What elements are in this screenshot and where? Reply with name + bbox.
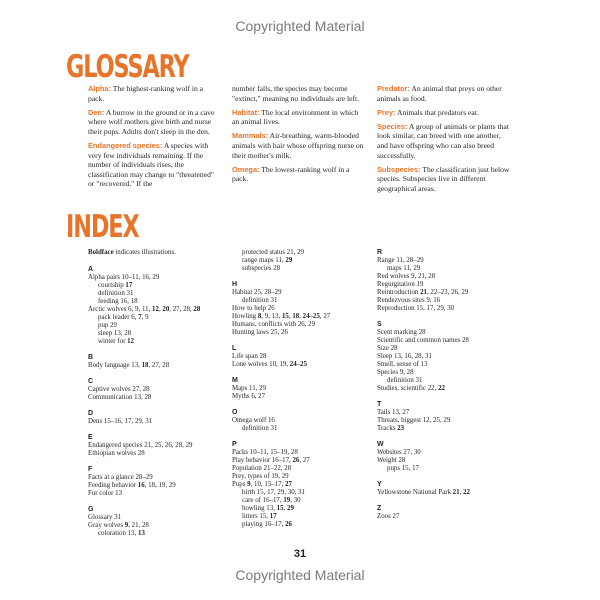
watermark-bottom: Copyrighted Material (235, 567, 365, 583)
glossary-term: Habitat: (232, 107, 260, 117)
index-subentry: protected status 21, 29 (242, 249, 305, 256)
index-subentry: sleep 13, 28 (98, 330, 132, 337)
illustration-page-ref: 13 (138, 530, 145, 537)
glossary-entry (377, 108, 512, 118)
glossary-column-2 (232, 84, 367, 188)
index-subentry: birth 15, 17, 29, 30, 31 (242, 489, 305, 496)
index-letter-heading: E (88, 434, 93, 441)
index-entry: Tracks 23 (377, 425, 405, 432)
index-entry: Body language 13, 18, 27, 28 (88, 362, 170, 369)
glossary-column-1 (88, 84, 218, 193)
index-entry: Zoos 27 (377, 513, 400, 520)
index-entry: Yellowstone National Park 21, 22 (377, 489, 470, 496)
glossary-definition: The highest-ranking wolf in a pack. (88, 84, 204, 103)
index-subentry: litters 15, 17 (242, 513, 277, 520)
glossary-column-3 (377, 84, 512, 198)
index-subentry: courtship 17 (98, 282, 133, 289)
illustration-page-ref: 17 (269, 513, 277, 520)
glossary-term: Subspecies: (377, 164, 421, 174)
index-column-1 (88, 249, 228, 538)
index-entry: Omega wolf 16 (232, 417, 275, 424)
index-entry: Hunting laws 25, 26 (232, 329, 288, 336)
page-number: 31 (293, 548, 307, 560)
glossary-term: Omega: (232, 164, 260, 174)
illustration-page-ref: 23 (397, 425, 405, 432)
index-entry: Play behavior 16–17, 26, 27 (232, 457, 310, 464)
index-subentry: pups 15, 17 (387, 465, 419, 472)
index-entry: Ethiopian wolves 28 (88, 450, 145, 457)
illustration-page-ref: 21 (452, 489, 460, 496)
illustration-page-ref: 7 (138, 314, 142, 321)
index-subentry: subspecies 28 (242, 265, 281, 272)
glossary-definition: The local environment in which an animal lives. (232, 107, 359, 127)
index-entry: Life span 28 (232, 353, 267, 360)
index-subentry: coloration 13, 13 (98, 530, 145, 537)
index-subentry: winter for 12 (98, 338, 134, 345)
index-entry: Websites 27, 30 (377, 449, 421, 456)
illustration-page-ref: 15 (276, 505, 284, 512)
index-subentry: definition 31 (242, 297, 278, 304)
watermark-top: Copyrighted Material (235, 18, 365, 34)
index-entry: Howling 8, 9, 13, 15, 18, 24–25, 27 (232, 313, 331, 320)
index-letter-heading: R (377, 249, 383, 256)
index-letter-heading: G (88, 506, 94, 513)
index-entry: Rendezvous sites 9, 16 (377, 297, 441, 304)
illustration-page-ref: 21 (420, 289, 427, 296)
index-entry: Glossary 31 (88, 514, 122, 521)
glossary-entry (88, 141, 218, 189)
index-entry: Dens 15–16, 17, 29, 31 (88, 418, 153, 425)
glossary-term: Species: (377, 121, 408, 131)
index-entry: Arctic wolves 6, 9, 11, 12, 20, 27, 28, 28 (88, 306, 201, 313)
index-subentry: definition 31 (387, 377, 423, 384)
index-entry: Studies, scientific 22, 22 (377, 385, 445, 392)
glossary-term: Mammals: (232, 131, 269, 141)
glossary-continuation: number falls, the species may become "extinct," meaning no individuals are left. (232, 84, 360, 103)
illustration-page-ref: 12 (127, 338, 134, 345)
glossary-entry (232, 165, 367, 184)
glossary-term: Prey: (377, 107, 396, 117)
glossary-entry (232, 131, 367, 160)
index-entry: Pups 9, 10, 15–17, 27 (232, 481, 292, 488)
illustration-page-ref: 26 (285, 521, 292, 528)
index-entry: Prey, types of 19, 29 (232, 473, 289, 480)
illustration-page-ref: 16 (137, 482, 145, 489)
index-subentry: range maps 11, 29 (242, 257, 293, 264)
illustration-page-ref: 24–25 (289, 361, 308, 368)
index-subentry: playing 16–17, 26 (242, 521, 292, 528)
index-entry: Maps 11, 29 (232, 385, 267, 392)
index-entry: Feeding behavior 16, 18, 19, 29 (88, 482, 176, 489)
index-entry: How to help 26 (232, 305, 275, 312)
glossary-definition: A group of animals or plants that look similar, can breed with one another, and have offspring who can also breed successfully. (377, 121, 509, 160)
glossary-definition: Animals that predators eat. (396, 107, 479, 117)
glossary-term: Endangered species: (88, 140, 163, 150)
index-entry: Humans, conflicts with 26, 29 (232, 321, 316, 328)
illustration-page-ref: 24–25 (302, 313, 320, 320)
glossary-entry (377, 122, 512, 160)
index-letter-heading: T (377, 401, 382, 408)
glossary-definition: The lowest-ranking wolf in a pack. (232, 164, 350, 184)
index-letter-heading: C (88, 378, 94, 385)
index-entry: Weight 28 (377, 457, 406, 464)
index-letter-heading: A (88, 266, 94, 273)
index-entry: Species 9, 28 (377, 369, 414, 376)
illustration-page-ref: 17 (125, 282, 133, 289)
index-entry: Scent marking 28 (377, 329, 426, 336)
index-entry: Fur color 13 (88, 490, 123, 497)
illustration-page-ref: 22 (438, 385, 445, 392)
index-letter-heading: B (88, 354, 94, 361)
index-entry: Red wolves 9, 21, 28 (377, 273, 436, 280)
glossary-definition: An animal that preys on other animals as food. (377, 84, 502, 103)
illustration-page-ref: 29 (285, 257, 293, 264)
index-entry: Size 28 (377, 345, 398, 352)
index-subentry: howling 13, 15, 29 (242, 505, 294, 512)
index-subentry: definition 31 (242, 425, 278, 432)
index-entry: Captive wolves 27, 28 (88, 386, 150, 393)
index-entry: Myths 6, 27 (232, 393, 266, 400)
illustration-page-ref: 18 (141, 362, 149, 369)
index-letter-heading: O (232, 409, 238, 416)
illustration-page-ref: 28 (193, 306, 201, 313)
index-letter-heading: L (232, 345, 237, 352)
index-entry: Regurgitation 19 (377, 281, 424, 288)
index-entry: Range 11, 28–29 (377, 257, 424, 264)
index-entry: Packs 10–11, 15–19, 28 (232, 449, 298, 456)
index-entry: Gray wolves 9, 21, 28 (88, 522, 149, 529)
index-entry: Tails 13, 27 (377, 409, 410, 416)
index-column-2 (232, 249, 372, 529)
index-entry: Sleep 13, 16, 28, 31 (377, 353, 432, 360)
index-entry: Reintroduction 21, 22–23, 26, 29 (377, 289, 469, 296)
index-letter-heading: D (88, 410, 94, 417)
index-note-text: indicates illustrations. (113, 249, 176, 256)
glossary-entry (88, 84, 218, 103)
index-subentry: pack leader 6, 7, 9 (98, 314, 149, 321)
illustration-page-ref: 20 (162, 306, 170, 313)
index-entry: Facts at a glance 28–29 (88, 474, 153, 481)
index-entry: Threats, biggest 12, 25, 29 (377, 417, 451, 424)
glossary-definition: The classification just below species. Subspecies live in different geographical areas. (377, 164, 510, 193)
illustration-page-ref: 15 (281, 313, 289, 320)
illustration-page-ref: 9 (247, 481, 251, 488)
index-subentry: maps 11, 29 (387, 265, 421, 272)
index-entry: Lone wolves 10, 19, 24–25 (232, 361, 308, 368)
index-letter-heading: W (377, 441, 384, 448)
glossary-term: Alpha: (88, 84, 111, 93)
index-subentry: care of 16–17, 19, 30 (242, 497, 301, 504)
index-column-3 (377, 249, 517, 521)
index-entry: Communication 13, 28 (88, 394, 152, 401)
glossary-definition: A burrow in the ground or in a cave where wolf mothers give birth and nurse their pups. Adults don't sleep in the den. (88, 107, 215, 136)
glossary-definition: A species with very few individuals remaining. If the number of individuals rises, the classification may change to "threatened" or "recovered." If the (88, 140, 214, 189)
illustration-page-ref: 9 (124, 522, 129, 529)
index-entry: Reproduction 15, 17, 29, 30 (377, 305, 455, 312)
index-entry: Alpha pairs 10–11, 16, 29 (88, 274, 160, 281)
index-entry: Population 21–22, 28 (232, 465, 292, 472)
illustration-page-ref: 27 (285, 481, 292, 488)
glossary-definition: Air-breathing, warm-blooded animals with hair whose offspring nurse on their mother's milk. (232, 131, 364, 160)
glossary-entry (377, 165, 512, 194)
illustration-page-ref: 29 (287, 505, 294, 512)
index-note (88, 249, 228, 257)
illustration-page-ref: 26 (292, 457, 300, 464)
index-letter-heading: H (232, 281, 238, 288)
glossary-title: GLOSSARY (66, 49, 189, 85)
index-title: INDEX (66, 209, 139, 245)
illustration-page-ref: 19 (283, 497, 291, 504)
glossary-entry (88, 108, 218, 137)
illustration-page-ref: 22 (463, 489, 470, 496)
index-subentry: definition 31 (98, 290, 134, 297)
index-entry: Smell, sense of 13 (377, 361, 428, 368)
index-letter-heading: P (232, 441, 237, 448)
index-subentry: feeding 16, 18 (98, 298, 138, 305)
index-entry: Scientific and common names 28 (377, 337, 469, 344)
illustration-page-ref: 12 (152, 306, 159, 313)
index-entry: Habitat 25, 28–29 (232, 289, 282, 296)
illustration-page-ref: 8 (257, 313, 262, 320)
glossary-term: Den: (88, 107, 105, 117)
index-letter-heading: S (377, 321, 382, 328)
index-letter-heading: Y (377, 481, 382, 488)
glossary-entry (232, 108, 367, 127)
index-entry: Endangered species 21, 25, 26, 28, 29 (88, 442, 193, 449)
index-note-bold: Boldface (88, 249, 114, 256)
glossary-term: Predator: (377, 84, 410, 93)
index-subentry: pup 29 (98, 322, 117, 329)
index-letter-heading: F (88, 466, 93, 473)
illustration-page-ref: 18 (292, 313, 300, 320)
glossary-entry (377, 84, 512, 103)
index-letter-heading: M (232, 377, 238, 384)
index-letter-heading: Z (377, 505, 382, 512)
